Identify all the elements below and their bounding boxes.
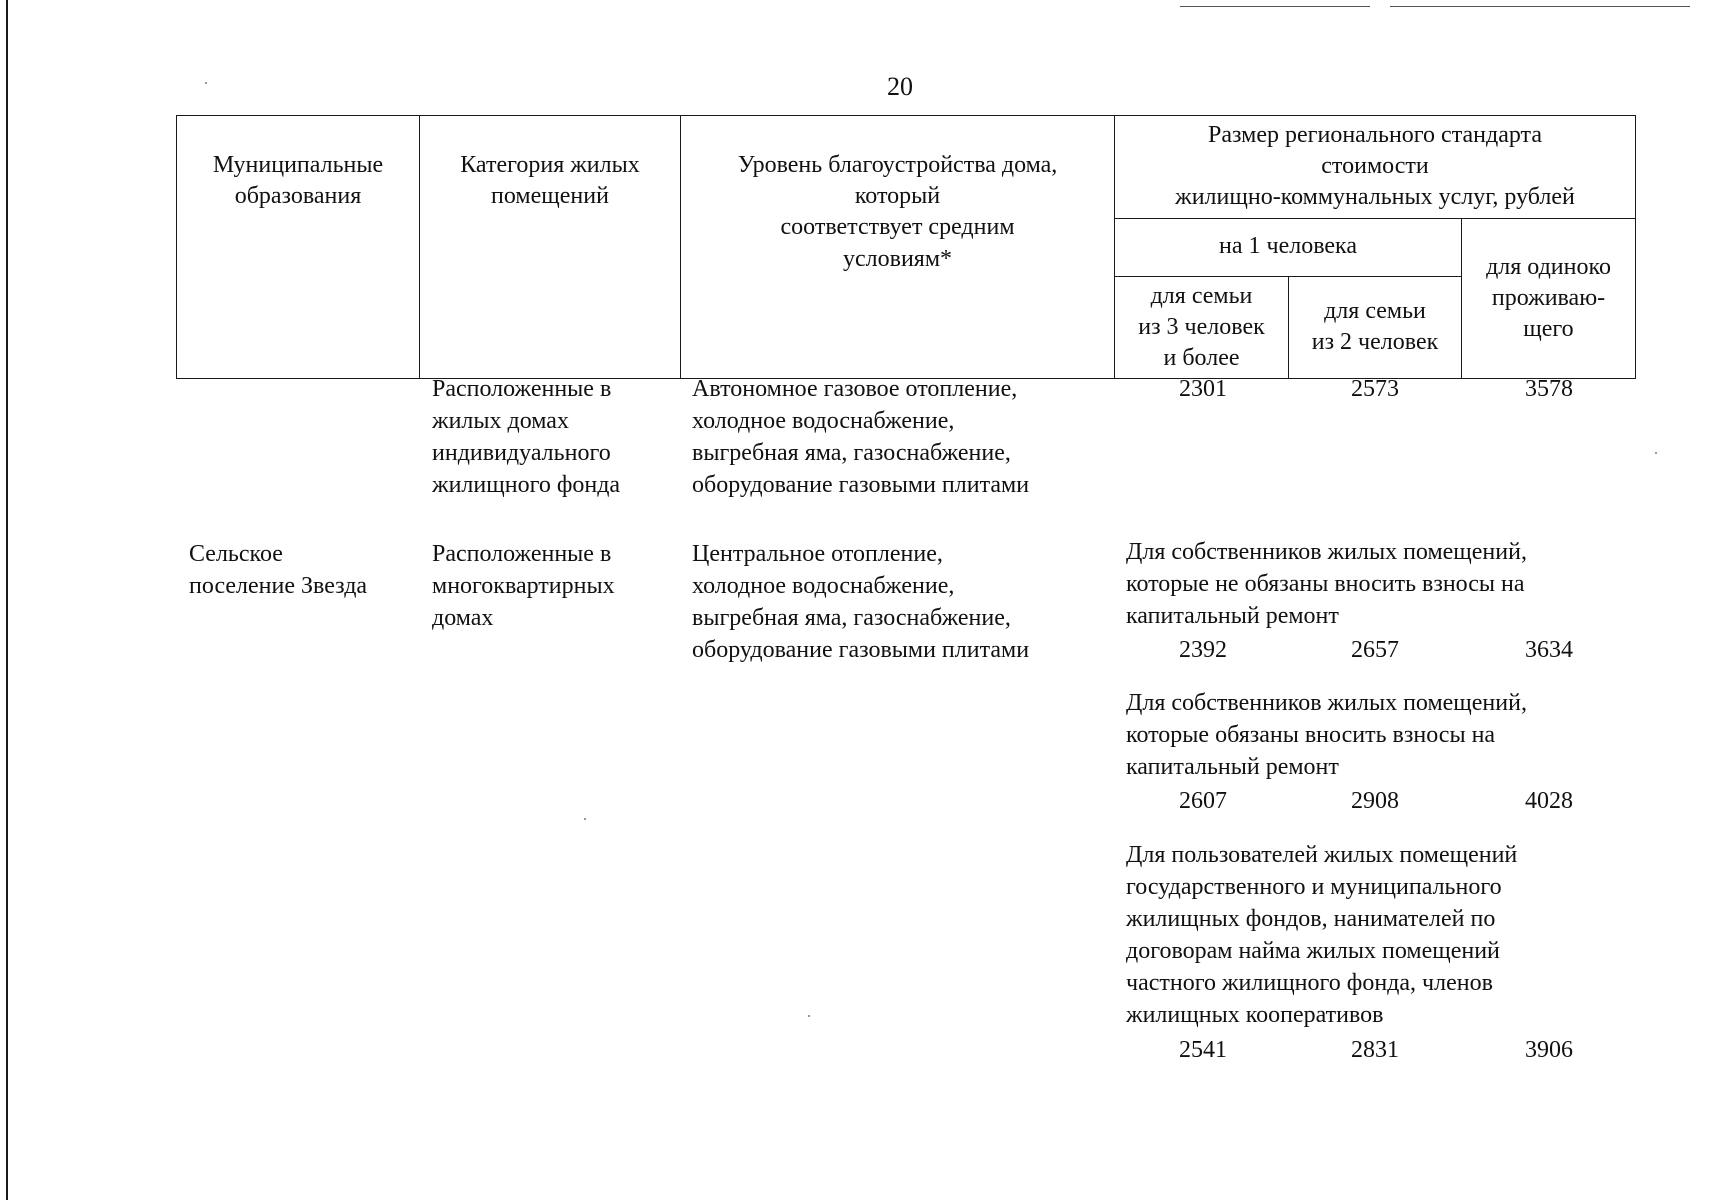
scan-edge-top	[1390, 6, 1690, 7]
page-number: 20	[887, 72, 913, 101]
header-single: для одиноко проживаю- щего	[1462, 218, 1636, 379]
scan-speck	[1655, 452, 1657, 454]
row1-comfort: Автономное газовое отопление, холодное водоснабжение, выгребная яма, газоснабжение, оборудование газовыми плитами	[692, 376, 1030, 498]
row1-value-single: 3578	[1525, 376, 1573, 402]
header-per-person: на 1 человека	[1115, 218, 1462, 276]
header-comfort-level: Уровень благоустройства дома, который соответствует средним условиям*	[681, 116, 1115, 379]
header-category: Категория жилых помещений	[420, 116, 681, 379]
row2-municipality: Сельское поселение Звезда	[189, 541, 368, 599]
row2-group1-value-family3: 2392	[1179, 637, 1227, 663]
row2-category: Расположенные в многоквартирных домах	[432, 541, 615, 631]
header-family-3: для семьи из 3 человек и более	[1115, 276, 1289, 379]
row2-group3-label: Для пользователей жилых помещений государственного и муниципального жилищных фондов, нанимателей по договорам найма жилых помещений частного жилищного фонда, членов жилищных кооперативов	[1126, 842, 1518, 1028]
header-municipality: Муниципальные образования	[177, 116, 420, 379]
header-standard-size: Размер регионального стандарта стоимости жилищно-коммунальных услуг, рублей	[1115, 116, 1636, 219]
header-family-2: для семьи из 2 человек	[1289, 276, 1462, 379]
scan-speck	[808, 1015, 810, 1017]
row2-group2-value-single: 4028	[1525, 788, 1573, 814]
row2-group1-label: Для собственников жилых помещений, которые не обязаны вносить взносы на капитальный ремонт	[1126, 539, 1527, 629]
row1-value-family3: 2301	[1179, 376, 1227, 402]
row2-comfort: Центральное отопление, холодное водоснабжение, выгребная яма, газоснабжение, оборудование газовыми плитами	[692, 541, 1030, 663]
scan-speck	[584, 818, 586, 820]
row2-group2-value-family2: 2908	[1351, 788, 1399, 814]
row2-group3-value-family2: 2831	[1351, 1037, 1399, 1063]
scan-speck	[205, 82, 207, 84]
row2-group1-value-family2: 2657	[1351, 637, 1399, 663]
row2-group3-value-family3: 2541	[1179, 1037, 1227, 1063]
scan-edge-left	[6, 0, 8, 1200]
row2-group2-value-family3: 2607	[1179, 788, 1227, 814]
row2-group2-label: Для собственников жилых помещений, которые обязаны вносить взносы на капитальный ремонт	[1126, 690, 1527, 780]
row1-category: Расположенные в жилых домах индивидуального жилищного фонда	[432, 376, 621, 498]
row2-group1-value-single: 3634	[1525, 637, 1573, 663]
row2-group3-value-single: 3906	[1525, 1037, 1573, 1063]
table-header	[176, 115, 1636, 379]
scan-edge-top	[1180, 6, 1370, 7]
row1-value-family2: 2573	[1351, 376, 1399, 402]
